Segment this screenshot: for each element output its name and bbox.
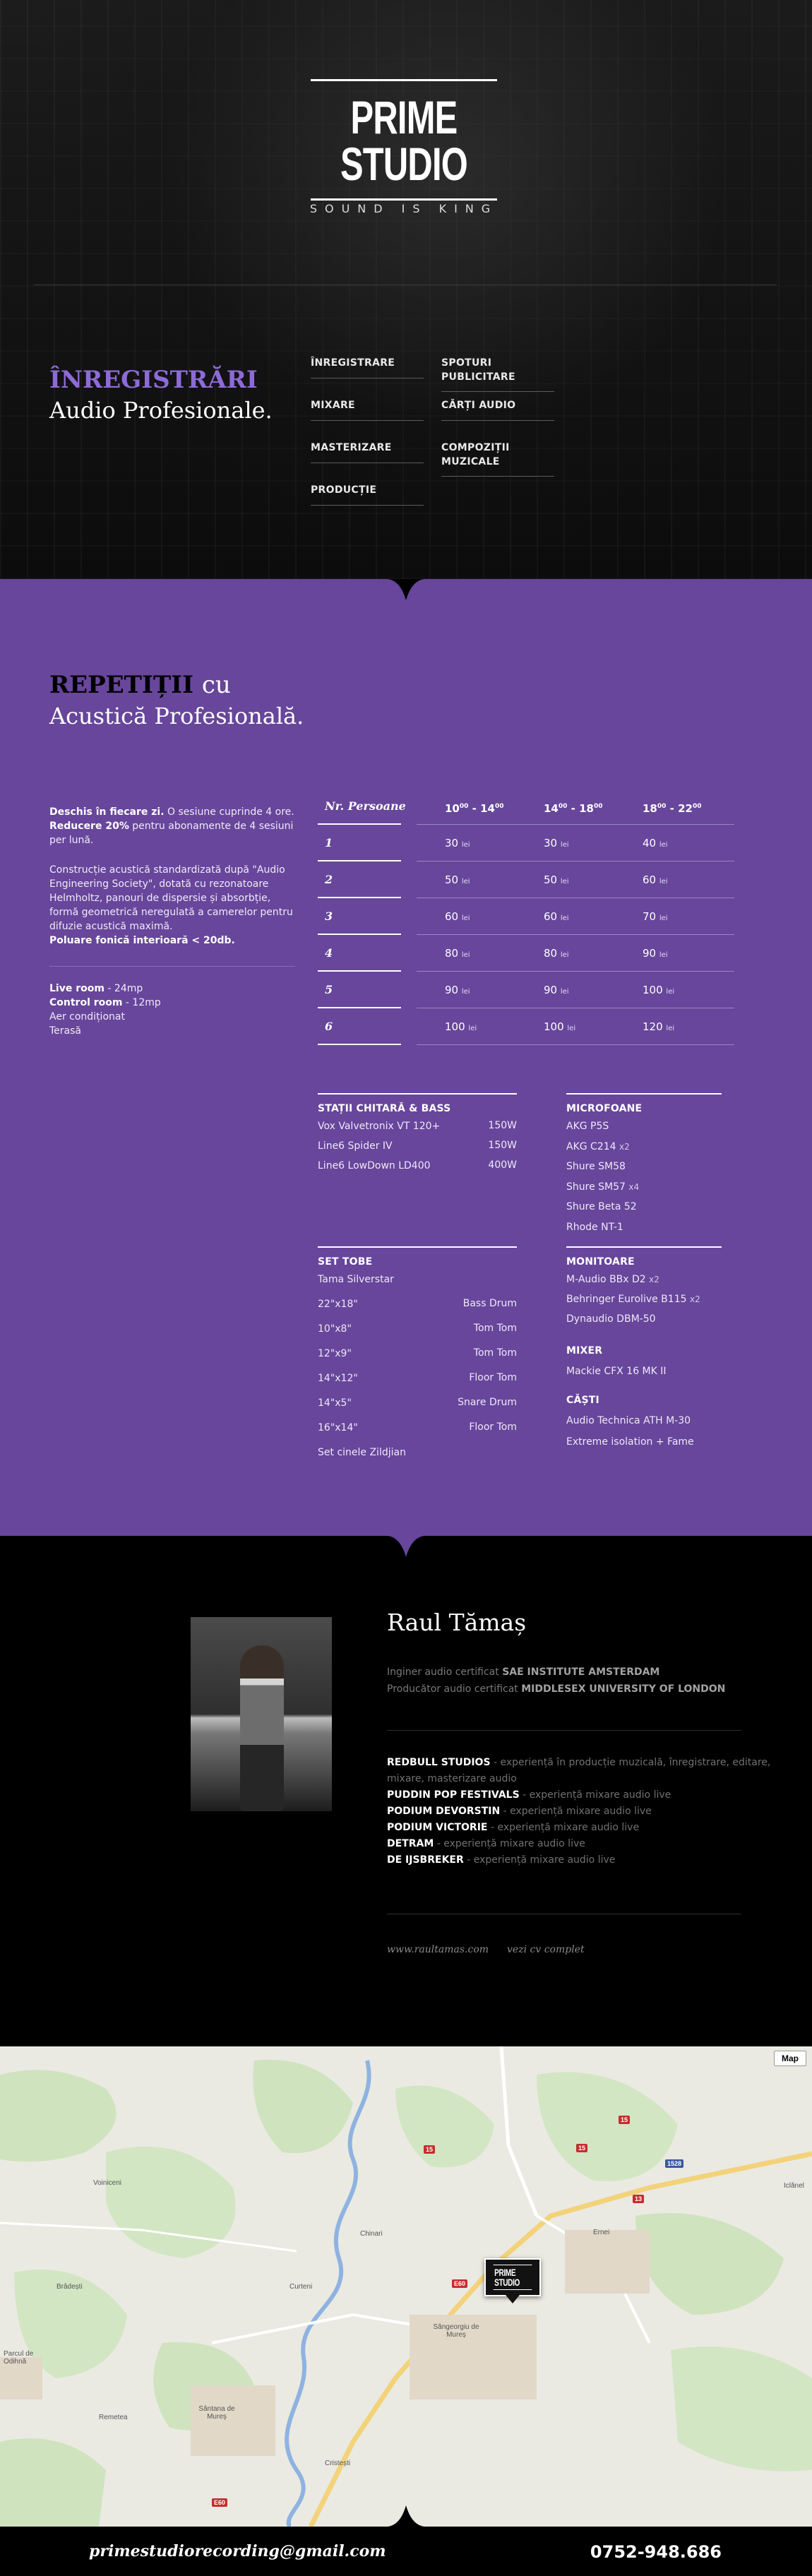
slot-2-from-sup: 00 [558, 803, 568, 810]
footer-email[interactable]: primestudiorecording@gmail.com [89, 2542, 386, 2560]
price-currency: lei [659, 841, 668, 849]
equipment-item [318, 1323, 352, 1335]
room-live [49, 982, 300, 996]
experience-item [387, 1757, 770, 1768]
logo-title: PRIME STUDIO [340, 91, 468, 190]
cert-2-text: Producător audio certificat [387, 1683, 522, 1695]
equipment-item [566, 1120, 609, 1133]
engineer-name: Raul Tămaș [387, 1609, 527, 1636]
equipment-item [566, 1140, 630, 1153]
price-cell [643, 908, 668, 927]
slot-2-to-sup: 00 [593, 803, 603, 810]
experience-item [387, 1773, 517, 1784]
equipment-spec: Tom Tom [473, 1347, 517, 1359]
room-control-size: - 12mp [122, 997, 161, 1008]
map-place-ernei: Ernei [593, 2229, 610, 2236]
price-value: 100 [445, 1020, 465, 1033]
equipment-spec: 150W [488, 1120, 517, 1131]
website-link[interactable]: www.raultamas.com [387, 1944, 489, 1955]
service-link-spoturi[interactable]: SPOTURI PUBLICITARE [441, 357, 554, 392]
logo-bottom-rule [311, 198, 497, 201]
row-underline [318, 970, 401, 972]
extra-terrace: Terasă [49, 1025, 81, 1037]
map-place-sangeorgiu: Sângeorgiu de Mureș [433, 2323, 479, 2339]
price-cell [445, 982, 470, 1001]
road-badge-e60b: E60 [212, 2498, 227, 2507]
experience-desc: - experiență mixare audio live [463, 1854, 616, 1866]
equipment-spec: Bass Drum [462, 1298, 517, 1309]
section-notch [388, 1536, 424, 1557]
repetitii-subtitle: Acustică Profesională. [49, 703, 304, 729]
map-place-voiniceni: Voiniceni [93, 2179, 122, 2187]
experience-org: DE IJSBREKER [387, 1854, 464, 1866]
price-currency: lei [461, 951, 470, 959]
equipment-qty: x2 [619, 1141, 630, 1152]
footer [0, 2527, 812, 2576]
price-value: 120 [643, 1020, 663, 1033]
mixer-heading: MIXER [566, 1345, 603, 1356]
price-value: 80 [544, 947, 558, 960]
map-canvas [0, 2046, 812, 2527]
equipment-item [318, 1372, 358, 1385]
price-value: 50 [544, 873, 558, 886]
price-value: 50 [445, 873, 459, 886]
slot-2-to: 18 [579, 802, 594, 815]
phones-item-1: Audio Technica ATH M-30 [566, 1415, 691, 1426]
price-value: 100 [643, 984, 663, 996]
equipment-name: Dynaudio DBM-50 [566, 1313, 656, 1325]
road-badge-13: 13 [633, 2195, 644, 2203]
service-link-carti-audio[interactable]: CĂRȚI AUDIO [441, 399, 554, 421]
map-place-cristesti: Cristești [325, 2459, 351, 2467]
equipment-name: Shure Beta 52 [566, 1201, 637, 1212]
road-badge-1528: 1528 [665, 2159, 683, 2168]
price-row-persons: 1 [325, 836, 333, 849]
map-type-button[interactable]: Map [774, 2051, 806, 2066]
experience-org: PUDDIN POP FESTIVALS [387, 1789, 520, 1801]
slot-1-to: 14 [480, 802, 495, 815]
price-cell [544, 871, 569, 890]
equipment-name: 14"x5" [318, 1397, 352, 1409]
equipment-item [318, 1159, 431, 1172]
service-link-productie[interactable]: PRODUCȚIE [311, 484, 424, 506]
repetitii-schedule-text [49, 805, 300, 847]
experience-desc: - experiență mixare audio live [434, 1838, 585, 1849]
price-row [318, 982, 734, 1018]
engineer-divider-1 [387, 1730, 741, 1731]
price-table-header [318, 798, 734, 835]
price-value: 60 [445, 910, 459, 923]
equipment-spec: Snare Drum [458, 1397, 517, 1408]
discount-text: pentru abonamente de 4 sesiuni per lună. [49, 821, 294, 846]
pin-logo: PRIME STUDIO [494, 2265, 532, 2290]
experience-org: DETRAM [387, 1838, 434, 1849]
price-currency: lei [560, 951, 569, 959]
price-currency: lei [560, 878, 569, 886]
header-underline [318, 823, 401, 825]
hero-section [0, 0, 812, 579]
price-cell [643, 1018, 674, 1037]
price-row [318, 835, 734, 871]
cert-1-school: SAE INSTITUTE AMSTERDAM [502, 1666, 660, 1678]
service-link-masterizare[interactable]: MASTERIZARE [311, 441, 424, 463]
cert-1-text: Inginer audio certificat [387, 1666, 503, 1678]
price-cell [643, 835, 668, 854]
row-underline [318, 1007, 401, 1008]
equipment-item [318, 1421, 358, 1434]
repetitii-title-connector: cu [201, 671, 231, 699]
map-place-chinari: Chinari [360, 2230, 383, 2238]
price-value: 70 [643, 910, 657, 923]
header-slot-1: $10^{00} - 14^{00}$ [445, 802, 504, 815]
engineer-photo [191, 1617, 332, 1811]
schedule-text: O sesiune cuprinde 4 ore. [164, 806, 294, 818]
slot-1-from-sup: 00 [459, 803, 469, 810]
equipment-name: AKG P5S [566, 1121, 609, 1132]
equipment-item [566, 1160, 626, 1173]
row-rule [417, 971, 734, 972]
price-row-persons: 3 [325, 910, 333, 923]
mics-heading: MICROFOANE [566, 1093, 722, 1114]
price-cell [544, 945, 569, 964]
equipment-name: Rhode NT-1 [566, 1221, 623, 1233]
equipment-item [318, 1273, 394, 1286]
cert-line-2 [387, 1683, 725, 1695]
price-currency: lei [560, 841, 569, 849]
equipment-spec: 150W [488, 1140, 517, 1151]
road-badge-15b: 15 [576, 2144, 587, 2152]
equipment-item [318, 1347, 352, 1360]
equipment-qty: x2 [689, 1294, 700, 1304]
discount-bold: Reducere 20% [49, 821, 129, 832]
experience-item [387, 1854, 615, 1866]
price-cell [445, 835, 470, 854]
acoustics-text [49, 863, 300, 948]
equipment-item [318, 1140, 393, 1152]
price-currency: lei [461, 878, 470, 886]
pin-tail [506, 2295, 520, 2303]
acoustics-description: Construcție acustică standardizată după "Audio Engineering Society", dotată cu rezonatoare Helmholtz, panouri de dispersie și absorbție, formă geometrică neregulată a camerelor pentru difuzie acustică maximă. [49, 864, 293, 932]
road-badge-15c: 15 [619, 2116, 630, 2124]
equipment-item [318, 1397, 352, 1409]
price-cell [445, 1018, 477, 1037]
price-value: 60 [544, 910, 558, 923]
equipment-name: M-Audio BBx D2 [566, 1274, 646, 1285]
price-table [318, 798, 734, 1055]
guitar-heading: STAȚII CHITARĂ & BASS [318, 1093, 517, 1114]
price-cell [445, 908, 470, 927]
price-currency: lei [666, 988, 675, 996]
header-persons: Nr. Persoane [325, 799, 406, 813]
slot-1-from: 10 [445, 802, 460, 815]
row-underline [318, 897, 401, 898]
price-value: 60 [643, 873, 657, 886]
equipment-name: Set cinele Zildjian [318, 1447, 406, 1458]
equipment-name: 10"x8" [318, 1323, 352, 1335]
map-place-iclanel: Iclănel [784, 2182, 804, 2190]
engineer-figure [240, 1645, 284, 1811]
equipment-item [318, 1120, 440, 1133]
equipment-name: Shure SM58 [566, 1161, 626, 1172]
slot-3-from: 18 [643, 802, 657, 815]
price-currency: lei [461, 988, 470, 996]
equipment-name: AKG C214 [566, 1140, 616, 1152]
tagline: SOUND IS KING [309, 202, 498, 215]
service-link-compozitii[interactable]: COMPOZIȚII MUZICALE [441, 441, 554, 477]
equipment-name: Shure SM57 [566, 1181, 626, 1193]
price-currency: lei [567, 1025, 576, 1032]
equipment-item [566, 1221, 623, 1234]
cert-line-1 [387, 1666, 659, 1678]
equipment-spec: Tom Tom [473, 1323, 517, 1334]
equipment-qty: x2 [649, 1275, 659, 1284]
equipment-spec: Floor Tom [469, 1372, 517, 1383]
room-control-label: Control room [49, 997, 123, 1008]
room-live-label: Live room [49, 983, 105, 994]
experience-desc: - experiență în producție muzicală, înregistrare, editare, [490, 1757, 771, 1768]
road-badge-15a: 15 [424, 2145, 435, 2154]
equipment-name: Line6 LowDown LD400 [318, 1160, 431, 1171]
equipment-item [318, 1446, 406, 1459]
experience-item [387, 1806, 652, 1817]
price-row-persons: 5 [325, 983, 333, 996]
experience-org: PODIUM DEVORSTIN [387, 1806, 501, 1817]
equipment-name: 14"x12" [318, 1373, 358, 1384]
price-currency: lei [659, 951, 668, 959]
equipment-name: Vox Valvetronix VT 120+ [318, 1121, 441, 1132]
equipment-name: Tama Silverstar [318, 1274, 394, 1285]
mixer-item: Mackie CFX 16 MK II [566, 1366, 667, 1377]
equipment-spec: 400W [488, 1159, 517, 1171]
phones-item-2: Extreme isolation + Fame [566, 1436, 694, 1448]
drums-heading: SET TOBE [318, 1246, 517, 1268]
price-row-persons: 6 [325, 1020, 333, 1033]
row-underline [318, 934, 401, 935]
hero-title-accent: ÎNREGISTRĂRI [49, 366, 258, 394]
cert-2-school: MIDDLESEX UNIVERSITY OF LONDON [521, 1683, 726, 1695]
price-currency: lei [666, 1025, 675, 1032]
equipment-spec: Floor Tom [469, 1421, 517, 1433]
equipment-name: Behringer Eurolive B115 [566, 1294, 687, 1305]
cv-link[interactable]: vezi cv complet [507, 1944, 585, 1955]
equipment-name: 12"x9" [318, 1348, 352, 1359]
equipment-name: Line6 Spider IV [318, 1140, 393, 1152]
header-slot-3: $18^{00} - 22^{00}$ [643, 802, 702, 815]
service-link-mixare[interactable]: MIXARE [311, 399, 424, 421]
price-value: 100 [544, 1020, 564, 1033]
price-currency: lei [560, 988, 569, 996]
repetitii-title-accent: REPETIȚII [49, 671, 193, 699]
rooms-list [49, 982, 300, 1038]
price-value: 90 [643, 947, 657, 960]
price-currency: lei [461, 914, 470, 922]
room-live-size: - 24mp [104, 983, 143, 994]
equipment-item [566, 1273, 659, 1286]
map-place-curteni: Curteni [289, 2283, 313, 2291]
service-link-inregistrare[interactable]: ÎNREGISTRARE [311, 357, 424, 378]
section-notch [388, 579, 424, 600]
price-cell [643, 945, 668, 964]
price-cell [445, 945, 470, 964]
experience-desc: - experiență mixare audio live [487, 1822, 640, 1833]
experience-desc: mixare, masterizare audio [387, 1773, 517, 1784]
price-currency: lei [560, 914, 569, 922]
price-rows [318, 835, 734, 1055]
equipment-name: 22"x18" [318, 1299, 358, 1310]
extra-ac: Aer condiționat [49, 1011, 125, 1022]
price-currency: lei [659, 914, 668, 922]
price-currency: lei [461, 841, 470, 849]
price-value: 90 [445, 984, 459, 996]
footer-phone[interactable]: 0752-948.686 [590, 2542, 722, 2562]
price-currency: lei [468, 1025, 477, 1032]
price-cell [544, 982, 569, 1001]
price-row-persons: 2 [325, 873, 333, 886]
studio-map-pin[interactable] [484, 2258, 541, 2296]
price-cell [544, 908, 569, 927]
info-divider [49, 966, 295, 967]
row-underline [318, 860, 401, 861]
map-place-parcul: Parcul de Odihnă [4, 2350, 34, 2366]
location-map[interactable] [0, 2046, 812, 2527]
price-value: 30 [544, 837, 558, 849]
price-value: 40 [643, 837, 657, 849]
equipment-item [566, 1181, 639, 1193]
price-row [318, 1018, 734, 1055]
experience-item [387, 1838, 585, 1849]
row-rule [417, 1044, 734, 1045]
equipment-item [566, 1313, 656, 1325]
map-place-remetea: Remetea [99, 2414, 128, 2421]
experience-item [387, 1822, 639, 1833]
experience-org: REDBULL STUDIOS [387, 1757, 491, 1768]
map-place-santana: Sântana de Mureș [198, 2405, 235, 2421]
slot-3-to: 22 [678, 802, 693, 815]
price-cell [445, 871, 470, 890]
row-rule [417, 934, 734, 935]
header-slot-2: $14^{00} - 18^{00}$ [544, 802, 603, 815]
header-rule [417, 824, 734, 825]
equipment-item [566, 1200, 637, 1213]
price-cell [544, 1018, 575, 1037]
equipment-item [318, 1298, 358, 1311]
hero-title: Audio Profesionale. [49, 397, 273, 424]
row-underline [318, 1044, 401, 1045]
price-value: 90 [544, 984, 558, 996]
price-currency: lei [659, 878, 668, 886]
slot-3-to-sup: 00 [692, 803, 702, 810]
slot-2-from: 14 [544, 802, 559, 815]
price-cell [544, 835, 569, 854]
experience-desc: - experiență mixare audio live [519, 1789, 671, 1801]
slot-3-from-sup: 00 [657, 803, 667, 810]
price-row [318, 871, 734, 908]
equipment-qty: x4 [628, 1181, 640, 1192]
equipment-item [566, 1293, 700, 1306]
price-cell [643, 871, 668, 890]
price-value: 80 [445, 947, 459, 960]
map-place-bradesti: Brâdești [56, 2283, 83, 2291]
noise-level: Poluare fonică interioară < 20db. [49, 935, 235, 946]
room-control [49, 996, 300, 1010]
experience-desc: - experiență mixare audio live [500, 1806, 652, 1817]
road-badge-e60a: E60 [452, 2279, 467, 2288]
price-row-persons: 4 [325, 946, 333, 960]
price-row [318, 945, 734, 982]
repetitii-title [49, 671, 231, 699]
price-cell [643, 982, 674, 1001]
monitors-heading: MONITOARE [566, 1246, 722, 1268]
slot-1-to-sup: 00 [494, 803, 504, 810]
experience-org: PODIUM VICTORIE [387, 1822, 488, 1833]
price-value: 30 [445, 837, 459, 849]
experience-item [387, 1789, 671, 1801]
equipment-name: 16"x14" [318, 1422, 358, 1433]
price-row [318, 908, 734, 945]
schedule-bold: Deschis în fiecare zi. [49, 806, 165, 818]
brand-logo[interactable] [311, 79, 497, 201]
phones-heading: CĂȘTI [566, 1395, 599, 1406]
footer-notch [388, 2505, 424, 2527]
